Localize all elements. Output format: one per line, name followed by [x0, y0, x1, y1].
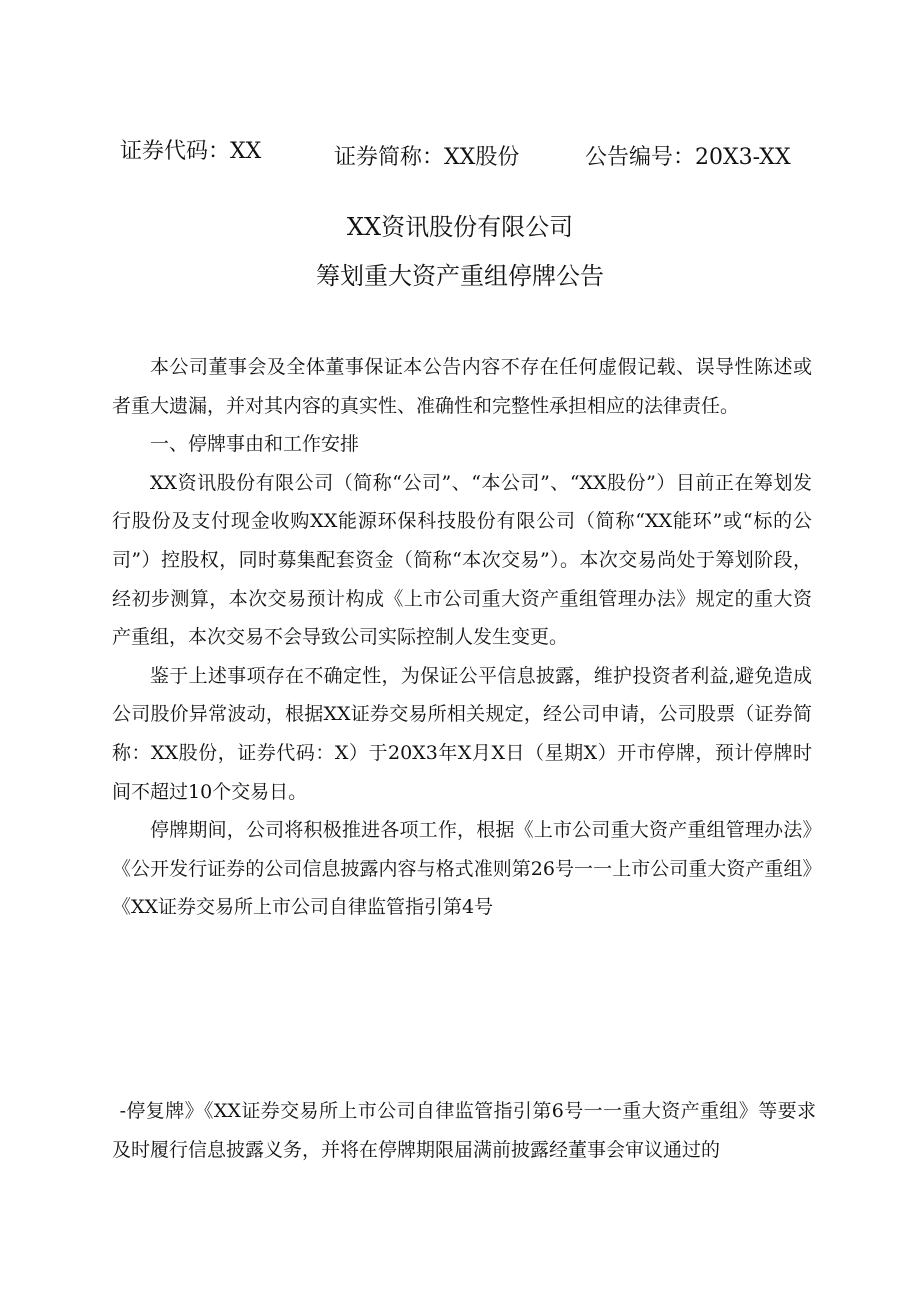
- announcement-body: [112, 348, 812, 927]
- paragraph-statement: 本公司董事会及全体董事保证本公告内容不存在任何虚假记载、误导性陈述或者重大遗漏，并对其内容的真实性、准确性和完整性承担相应的法律责任。: [112, 356, 812, 417]
- paragraph-continued: -停复牌》《XX证券交易所上市公司自律监管指引第6号一一重大资产重组》等要求及时履行信息披露义务，并将在停牌期限届满前披露经董事会审议通过的: [112, 1100, 816, 1161]
- announcement-title: 筹划重大资产重组停牌公告: [316, 262, 604, 290]
- announcement-header: [0, 128, 920, 168]
- stock-code: 证券代码：XX: [120, 139, 262, 164]
- section-heading: 一、停牌事由和工作安排: [150, 433, 360, 456]
- paragraph-disclosure: 停牌期间，公司将积极推进各项工作，根据《上市公司重大资产重组管理办法》《公开发行证券的公司信息披露内容与格式准则第26号一一上市公司重大资产重组》《XX证券交易所上市公司自律监管指引第4号: [112, 819, 812, 919]
- paragraph-transaction: XX资讯股份有限公司（简称“公司”、“本公司”、“XX股份”）目前正在筹划发行股份及支付现金收购XX能源环保科技股份有限公司（简称“XX能环”或“标的公司”）控股权，同时募集配套资金（简称“本次交易”）。本次交易尚处于筹划阶段，经初步测算，本次交易预计构成《上市公司重大资产重组管理办法》规定的重大资产重组，本次交易不会导致公司实际控制人发生变更。: [112, 471, 812, 649]
- announcement-body-continued: [112, 1092, 816, 1169]
- stock-abbreviation: 证券简称：XX股份: [334, 145, 520, 170]
- paragraph-suspension: 鉴于上述事项存在不确定性，为保证公平信息披露，维护投资者利益,避免造成公司股价异常波动，根据XX证券交易所相关规定，经公司申请，公司股票（证券简称：XX股份，证券代码：X）于20X3年X月X日（星期X）开市停牌，预计停牌时间不超过10个交易日。: [112, 664, 812, 803]
- notice-number: 公告编号：20X3-XX: [585, 145, 791, 170]
- company-name-title: XX资讯股份有限公司: [346, 213, 574, 241]
